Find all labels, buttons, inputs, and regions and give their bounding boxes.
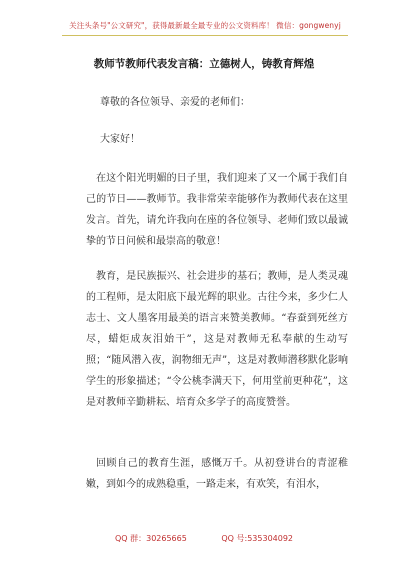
qq-number-label: QQ 号:535304092: [221, 534, 294, 543]
paragraph: 回顾自己的教育生涯，感慨万千。从初登讲台的青涩稚嫩，到如今的成熟稳重，一路走来，有欢笑，有泪水，: [86, 458, 348, 490]
header-banner: 关注头条号"公文研究"，获得最新最全最专业的公文资料库！ 微信：gongwenyj: [62, 20, 348, 36]
paragraph: 教育，是民族振兴、社会进步的基石；教师，是人类灵魂的工程师，是太阳底下最光辉的职业。古往今来，多少仁人志士、文人墨客用最美的语言来赞美教师。“春蚕到死丝方尽，蜡炬成灰泪始干”，这是对教师无私奉献的生动写照；“随风潜入夜，润物细无声”，这是对教师潜移默化影响学生的形象描述；“令公桃李满天下，何用堂前更种花”，这是对教师辛勤耕耘、培育众多学子的高度赞誉。: [86, 271, 348, 408]
document-title: 教师节教师代表发言稿：立德树人，铸教育辉煌: [93, 58, 315, 70]
greeting: 大家好！: [100, 134, 140, 145]
footer-contact: [0, 533, 408, 544]
salutation: 尊敬的各位领导、亲爱的老师们：: [100, 97, 250, 108]
paragraph: 在这个阳光明媚的日子里，我们迎来了又一个属于我们自己的节日——教师节。我非常荣幸能够作为教师代表在这里发言。首先，请允许我向在座的各位领导、老师们致以最诚挚的节日问候和最崇高的敬意！: [86, 173, 348, 247]
qq-group-label: QQ 群：30265665: [114, 534, 187, 543]
